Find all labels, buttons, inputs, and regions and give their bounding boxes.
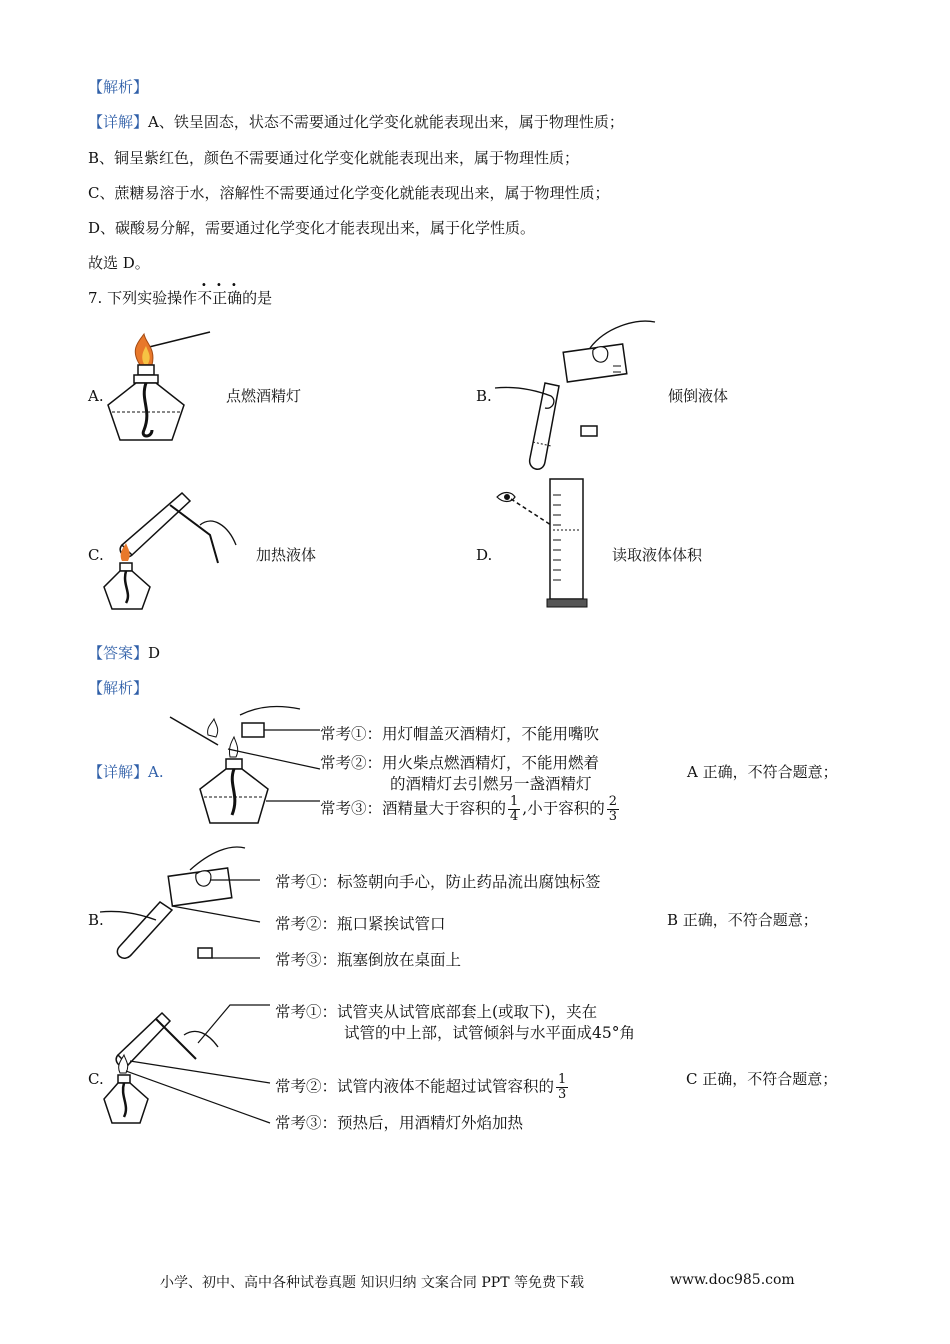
q7-emph-3: 确 [227, 289, 243, 307]
c-note2-prefix: 常考②：试管内液体不能超过试管容积的 [275, 1077, 555, 1096]
detail-a-text: A、铁呈固态，状态不需要通过化学变化就能表现出来，属于物理性质； [148, 113, 624, 131]
detail-line-c: C、蔗糖易溶于水，溶解性不需要通过化学变化就能表现出来，属于物理性质； [88, 184, 610, 202]
frac3-den: 3 [558, 1087, 567, 1102]
frac3-num: 1 [558, 1072, 567, 1087]
fraction-third [556, 1073, 568, 1102]
option-a-caption: 点燃酒精灯 [226, 387, 302, 405]
analysis-c-note1-line2: 试管的中上部，试管倾斜与水平面成45°角 [344, 1024, 635, 1042]
option-b-caption: 倾倒液体 [668, 387, 729, 405]
jiexi-label-1: 【解析】 [88, 78, 149, 96]
frac1-den: 4 [510, 809, 519, 824]
fraction-quarter [508, 795, 520, 824]
option-d-letter: D. [476, 546, 493, 564]
note3-mid: ,小于容积的 [522, 799, 605, 818]
analysis-c-heating-icon [100, 995, 280, 1135]
detail-line-b: B、铜呈紫红色，颜色不需要通过化学变化就能表现出来，属于物理性质； [88, 149, 580, 167]
analysis-b-verdict: B 正确，不符合题意； [667, 911, 818, 929]
analysis-c-note3: 常考③：预热后，用酒精灯外焰加热 [275, 1114, 524, 1132]
note3-prefix: 常考③：酒精量大于容积的 [320, 799, 507, 818]
jiexi-label-2: 【解析】 [88, 679, 149, 697]
fraction-two-thirds [607, 795, 619, 824]
analysis-a-verdict: A 正确，不符合题意； [687, 763, 838, 781]
option-a-letter: A. [88, 387, 104, 405]
conclusion: 故选 D。 [88, 254, 150, 272]
frac2-den: 3 [608, 809, 618, 824]
analysis-c-note2 [275, 1073, 570, 1102]
frac1-num: 1 [510, 794, 519, 809]
analysis-b-note2: 常考②：瓶口紧挨试管口 [275, 915, 446, 933]
alcohol-lamp-lighting-icon [100, 330, 220, 445]
footer-text: 小学、初中、高中各种试卷真题 知识归纳 文案合同 PPT 等免费下载 [160, 1275, 584, 1291]
analysis-a-note3 [320, 795, 621, 824]
heating-liquid-icon [100, 485, 240, 615]
q7-emph-2: 正 [212, 289, 228, 307]
option-c-letter: C. [88, 546, 104, 564]
q7-emph-1: 不 [197, 289, 213, 307]
detail-label-1: 【详解】 [88, 113, 149, 131]
detail-line-a [88, 112, 624, 132]
analysis-b-pouring-icon [100, 840, 280, 980]
analysis-b-note3: 常考③：瓶塞倒放在桌面上 [275, 951, 462, 969]
frac2-num: 2 [608, 794, 618, 809]
option-c-caption: 加热液体 [256, 546, 317, 564]
analysis-b-letter: B. [88, 911, 104, 929]
option-b-letter: B. [476, 387, 492, 405]
option-d-caption: 读取液体体积 [612, 546, 703, 564]
analysis-a-note2-line1: 常考②：用火柴点燃酒精灯，不能用燃着 [320, 754, 600, 772]
analysis-c-letter: C. [88, 1070, 104, 1088]
q7-suffix: 的是 [242, 289, 273, 307]
detail-line-d: D、碳酸易分解，需要通过化学变化才能表现出来，属于化学性质。 [88, 219, 536, 237]
footer-url[interactable]: www.doc985.com [670, 1272, 795, 1288]
analysis-c-verdict: C 正确，不符合题意； [686, 1070, 838, 1088]
analysis-detail-prefix: 【详解】A. [88, 763, 164, 781]
reading-cylinder-icon [495, 475, 595, 613]
analysis-a-note2-line2: 的酒精灯去引燃另一盏酒精灯 [390, 775, 592, 793]
answer-value: D [148, 644, 161, 662]
answer-label: 【答案】 [88, 644, 149, 662]
analysis-a-lamp-icon [170, 705, 320, 830]
question-7-stem [88, 288, 272, 308]
q7-prefix: 7. 下列实验操作 [88, 289, 198, 307]
analysis-a-note1: 常考①：用灯帽盖灭酒精灯，不能用嘴吹 [320, 725, 600, 743]
analysis-a-prefix [88, 762, 164, 782]
answer-line [88, 643, 160, 663]
analysis-b-note1: 常考①：标签朝向手心，防止药品流出腐蚀标签 [275, 873, 601, 891]
pouring-liquid-icon [495, 318, 665, 448]
analysis-c-note1-line1: 常考①：试管夹从试管底部套上(或取下)，夹在 [275, 1003, 598, 1021]
